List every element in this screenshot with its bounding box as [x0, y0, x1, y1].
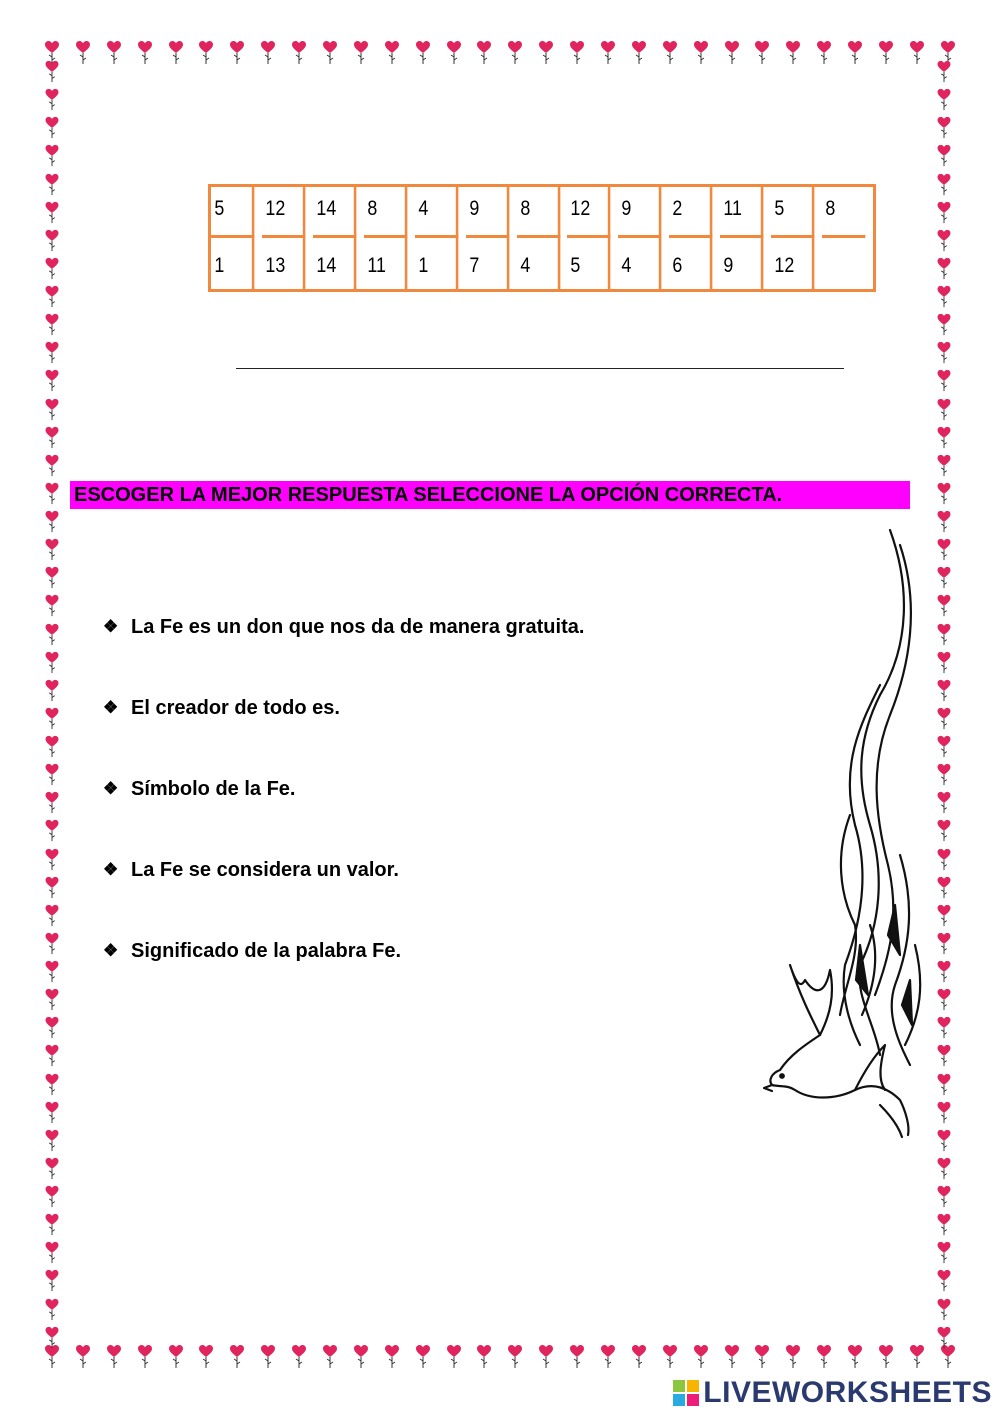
heart-icon — [446, 40, 462, 66]
diamond-bullet-icon: ❖ — [103, 698, 119, 717]
code-cell: 8 — [822, 187, 865, 238]
question-item — [103, 936, 584, 966]
heart-icon — [909, 1344, 925, 1370]
heart-icon — [936, 426, 952, 450]
heart-icon — [936, 60, 952, 84]
heart-icon — [476, 40, 492, 66]
code-cell: 4 — [415, 187, 458, 238]
heart-icon — [44, 791, 60, 815]
heart-icon — [44, 60, 60, 84]
heart-icon — [44, 1129, 60, 1153]
heart-icon — [44, 679, 60, 703]
heart-icon — [631, 40, 647, 66]
heart-icon — [44, 1326, 60, 1350]
heart-icon — [44, 116, 60, 140]
heart-icon — [936, 904, 952, 928]
heart-icon — [44, 763, 60, 787]
heart-icon — [44, 313, 60, 337]
code-cell: 2 — [669, 187, 712, 238]
heart-icon — [936, 735, 952, 759]
heart-icon — [847, 40, 863, 66]
diamond-bullet-icon: ❖ — [103, 941, 119, 960]
heart-icon — [936, 876, 952, 900]
heart-icon — [600, 40, 616, 66]
code-cell: 12 — [771, 238, 814, 289]
question-list — [103, 612, 584, 1017]
code-cell: 5 — [567, 238, 610, 289]
heart-icon — [44, 1241, 60, 1265]
question-text: Significado de la palabra Fe. — [131, 940, 402, 962]
heart-icon — [936, 482, 952, 506]
heart-icon — [936, 1241, 952, 1265]
code-cell: 14 — [313, 187, 356, 238]
code-cell: 12 — [567, 187, 610, 238]
heart-icon — [106, 1344, 122, 1370]
heart-icon — [44, 482, 60, 506]
code-cell: 1 — [415, 238, 458, 289]
code-cell: 4 — [618, 238, 661, 289]
heart-icon — [44, 594, 60, 618]
heart-icon — [936, 285, 952, 309]
heart-icon — [44, 988, 60, 1012]
heart-icon — [446, 1344, 462, 1370]
question-item — [103, 693, 584, 723]
code-cell: 14 — [313, 238, 356, 289]
border-left — [44, 60, 62, 1350]
question-text: Símbolo de la Fe. — [131, 778, 296, 800]
heart-icon — [137, 1344, 153, 1370]
question-item — [103, 774, 584, 804]
code-cell: 6 — [669, 238, 712, 289]
heart-icon — [936, 763, 952, 787]
heart-icon — [662, 40, 678, 66]
heart-icon — [936, 1073, 952, 1097]
heart-icon — [631, 1344, 647, 1370]
question-item — [103, 612, 584, 642]
heart-icon — [44, 88, 60, 112]
heart-icon — [785, 1344, 801, 1370]
heart-icon — [75, 1344, 91, 1370]
heart-icon — [936, 819, 952, 843]
heart-icon — [936, 960, 952, 984]
heart-icon — [936, 848, 952, 872]
question-text: La Fe es un don que nos da de manera gratuita. — [131, 616, 585, 638]
heart-icon — [260, 1344, 276, 1370]
code-cell: 4 — [517, 238, 560, 289]
heart-icon — [291, 40, 307, 66]
answer-line[interactable] — [236, 368, 844, 369]
diamond-bullet-icon: ❖ — [103, 860, 119, 879]
heart-icon — [724, 1344, 740, 1370]
heart-icon — [168, 40, 184, 66]
heart-icon — [936, 173, 952, 197]
heart-icon — [936, 313, 952, 337]
code-cell: 7 — [466, 238, 509, 289]
heart-icon — [44, 369, 60, 393]
code-cell: 9 — [618, 187, 661, 238]
heart-icon — [44, 398, 60, 422]
code-cell: 1 — [211, 238, 254, 289]
heart-icon — [936, 88, 952, 112]
heart-icon — [936, 1129, 952, 1153]
code-cell — [822, 238, 865, 289]
heart-icon — [44, 735, 60, 759]
heart-icon — [936, 144, 952, 168]
heart-icon — [936, 791, 952, 815]
heart-icon — [936, 566, 952, 590]
heart-icon — [44, 144, 60, 168]
heart-icon — [322, 1344, 338, 1370]
heart-icon — [936, 538, 952, 562]
heart-icon — [44, 1073, 60, 1097]
heart-icon — [936, 398, 952, 422]
heart-icon — [44, 1101, 60, 1125]
heart-icon — [785, 40, 801, 66]
heart-icon — [507, 40, 523, 66]
brand-footer[interactable] — [673, 1376, 992, 1410]
code-cell: 11 — [364, 238, 407, 289]
heart-icon — [168, 1344, 184, 1370]
heart-icon — [936, 229, 952, 253]
heart-icon — [353, 1344, 369, 1370]
question-item — [103, 855, 584, 885]
heart-icon — [936, 1185, 952, 1209]
code-cell: 13 — [262, 238, 305, 289]
heart-icon — [936, 651, 952, 675]
heart-icon — [878, 1344, 894, 1370]
heart-icon — [936, 988, 952, 1012]
heart-icon — [291, 1344, 307, 1370]
heart-icon — [384, 40, 400, 66]
heart-icon — [507, 1344, 523, 1370]
heart-icon — [936, 201, 952, 225]
border-top — [44, 40, 956, 66]
border-right — [936, 60, 954, 1350]
heart-icon — [476, 1344, 492, 1370]
heart-icon — [44, 876, 60, 900]
code-cell: 12 — [262, 187, 305, 238]
border-bottom — [44, 1344, 956, 1370]
heart-icon — [44, 1044, 60, 1068]
heart-icon — [724, 40, 740, 66]
heart-icon — [936, 623, 952, 647]
liveworksheets-logo-icon — [673, 1380, 699, 1406]
brand-name: LIVEWORKSHEETS — [703, 1376, 992, 1409]
heart-icon — [322, 40, 338, 66]
heart-icon — [936, 116, 952, 140]
heart-icon — [44, 960, 60, 984]
code-cell: 11 — [720, 187, 763, 238]
heart-icon — [44, 707, 60, 731]
heart-icon — [229, 1344, 245, 1370]
heart-icon — [936, 1213, 952, 1237]
heart-icon — [44, 1213, 60, 1237]
heart-icon — [44, 848, 60, 872]
heart-icon — [662, 1344, 678, 1370]
question-text: La Fe se considera un valor. — [131, 859, 399, 881]
heart-icon — [936, 932, 952, 956]
code-cell: 9 — [720, 238, 763, 289]
heart-icon — [936, 341, 952, 365]
heart-icon — [44, 285, 60, 309]
heart-icon — [936, 1157, 952, 1181]
heart-icon — [936, 1044, 952, 1068]
heart-icon — [44, 426, 60, 450]
heart-icon — [538, 1344, 554, 1370]
heart-icon — [44, 1016, 60, 1040]
code-cell: 9 — [466, 187, 509, 238]
heart-icon — [878, 40, 894, 66]
heart-icon — [198, 1344, 214, 1370]
heart-icon — [816, 1344, 832, 1370]
heart-icon — [44, 341, 60, 365]
code-cell: 8 — [364, 187, 407, 238]
heart-icon — [44, 510, 60, 534]
heart-icon — [936, 679, 952, 703]
heart-icon — [44, 623, 60, 647]
heart-icon — [936, 594, 952, 618]
heart-icon — [936, 1326, 952, 1350]
heart-icon — [754, 1344, 770, 1370]
heart-icon — [936, 1016, 952, 1040]
heart-icon — [44, 566, 60, 590]
question-text: El creador de todo es. — [131, 697, 340, 719]
heart-icon — [693, 1344, 709, 1370]
heart-icon — [538, 40, 554, 66]
heart-icon — [44, 201, 60, 225]
heart-icon — [936, 1269, 952, 1293]
heart-icon — [44, 1157, 60, 1181]
heart-icon — [44, 1298, 60, 1322]
code-cell: 5 — [211, 187, 254, 238]
diamond-bullet-icon: ❖ — [103, 617, 119, 636]
heart-icon — [936, 1298, 952, 1322]
heart-icon — [137, 40, 153, 66]
heart-icon — [936, 369, 952, 393]
heart-icon — [415, 1344, 431, 1370]
heart-icon — [600, 1344, 616, 1370]
heart-icon — [44, 454, 60, 478]
heart-icon — [384, 1344, 400, 1370]
heart-icon — [936, 257, 952, 281]
diamond-bullet-icon: ❖ — [103, 779, 119, 798]
heart-icon — [44, 1185, 60, 1209]
heart-icon — [75, 40, 91, 66]
heart-icon — [44, 651, 60, 675]
heart-icon — [353, 40, 369, 66]
heart-icon — [44, 229, 60, 253]
flame-dove-illustration — [760, 525, 930, 1145]
number-code-grid — [208, 184, 876, 292]
heart-icon — [415, 40, 431, 66]
code-cell: 8 — [517, 187, 560, 238]
heart-icon — [44, 257, 60, 281]
heart-icon — [569, 1344, 585, 1370]
heart-icon — [229, 40, 245, 66]
heart-icon — [847, 1344, 863, 1370]
heart-icon — [816, 40, 832, 66]
heart-icon — [106, 40, 122, 66]
heart-icon — [44, 932, 60, 956]
heart-icon — [909, 40, 925, 66]
heart-icon — [936, 454, 952, 478]
heart-icon — [198, 40, 214, 66]
heart-icon — [936, 510, 952, 534]
heart-icon — [569, 40, 585, 66]
heart-icon — [44, 538, 60, 562]
heart-icon — [936, 1101, 952, 1125]
heart-icon — [936, 707, 952, 731]
heart-icon — [693, 40, 709, 66]
heart-icon — [44, 1269, 60, 1293]
instruction-banner: ESCOGER LA MEJOR RESPUESTA SELECCIONE LA OPCIÓN CORRECTA. — [70, 481, 910, 509]
code-cell: 5 — [771, 187, 814, 238]
heart-icon — [44, 173, 60, 197]
heart-icon — [44, 904, 60, 928]
heart-icon — [44, 819, 60, 843]
heart-icon — [754, 40, 770, 66]
heart-icon — [260, 40, 276, 66]
